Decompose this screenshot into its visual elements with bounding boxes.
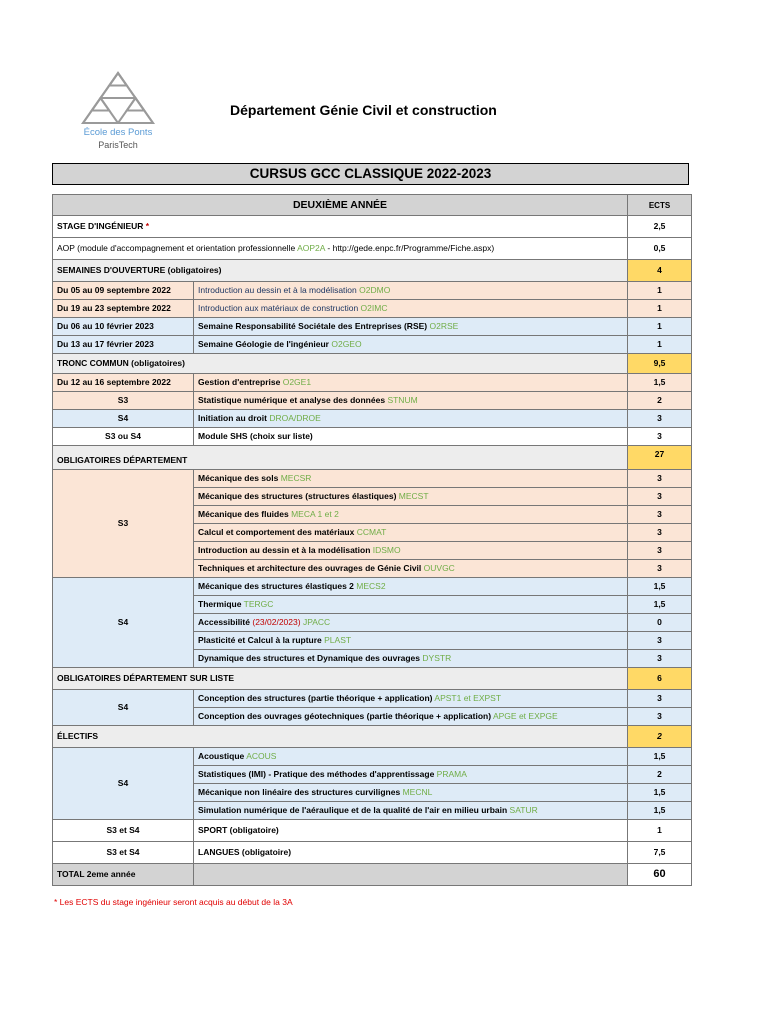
course-ects: 1 bbox=[628, 336, 692, 354]
table-row bbox=[53, 410, 692, 428]
course-semester: S3 et S4 bbox=[53, 820, 194, 842]
table-row bbox=[53, 336, 692, 354]
table-row bbox=[53, 392, 692, 410]
course-ects: 7,5 bbox=[628, 842, 692, 864]
course-ects: 3 bbox=[628, 542, 692, 560]
section-label: OBLIGATOIRES DÉPARTEMENT SUR LISTE bbox=[53, 668, 628, 690]
course-ects: 2 bbox=[628, 392, 692, 410]
course-ects: 3 bbox=[628, 506, 692, 524]
course-ects: 3 bbox=[628, 560, 692, 578]
course-ects: 3 bbox=[628, 428, 692, 446]
course-name: Semaine Géologie de l'ingénieur O2GEO bbox=[194, 336, 628, 354]
section-ects: 2 bbox=[628, 726, 692, 748]
section-tronc-commun bbox=[53, 354, 692, 374]
course-name: Conception des ouvrages géotechniques (partie théorique + application) APGE et EXPGE bbox=[194, 708, 628, 726]
course-name: LANGUES (obligatoire) bbox=[194, 842, 628, 864]
table-row bbox=[53, 428, 692, 446]
section-label: TRONC COMMUN (obligatoires) bbox=[53, 354, 628, 374]
course-semester: S3 ou S4 bbox=[53, 428, 194, 446]
course-date: Du 05 au 09 septembre 2022 bbox=[53, 282, 194, 300]
table-row bbox=[53, 690, 692, 708]
table-row bbox=[53, 282, 692, 300]
course-name: Mécanique des sols MECSR bbox=[194, 470, 628, 488]
section-ects: 27 bbox=[628, 446, 692, 470]
course-ects: 1,5 bbox=[628, 748, 692, 766]
course-ects: 3 bbox=[628, 470, 692, 488]
table-row bbox=[53, 578, 692, 596]
year-header: DEUXIÈME ANNÉE bbox=[53, 195, 628, 216]
section-label: OBLIGATOIRES DÉPARTEMENT bbox=[53, 446, 628, 470]
course-name: Statistique numérique et analyse des données STNUM bbox=[194, 392, 628, 410]
table-row bbox=[53, 748, 692, 766]
course-ects: 3 bbox=[628, 650, 692, 668]
section-ects: 4 bbox=[628, 260, 692, 282]
logo-triangle-icon bbox=[80, 70, 156, 126]
course-name: Conception des structures (partie théorique + application) APST1 et EXPST bbox=[194, 690, 628, 708]
course-name: Initiation au droit DROA/DROE bbox=[194, 410, 628, 428]
course-name: Module SHS (choix sur liste) bbox=[194, 428, 628, 446]
course-ects: 3 bbox=[628, 488, 692, 506]
course-name: Simulation numérique de l'aéraulique et de la qualité de l'air en milieu urbain SATUR bbox=[194, 802, 628, 820]
stage-row bbox=[53, 216, 692, 238]
footnote: * Les ECTS du stage ingénieur seront acquis au début de la 3A bbox=[54, 897, 293, 907]
course-name: Accessibilité (23/02/2023) JPACC bbox=[194, 614, 628, 632]
course-ects: 1,5 bbox=[628, 578, 692, 596]
department-title: Département Génie Civil et construction bbox=[230, 102, 497, 118]
course-date: Du 06 au 10 février 2023 bbox=[53, 318, 194, 336]
course-ects: 1,5 bbox=[628, 784, 692, 802]
aop-ects: 0,5 bbox=[628, 238, 692, 260]
langues-row bbox=[53, 842, 692, 864]
section-electifs bbox=[53, 726, 692, 748]
course-name: Mécanique des structures (structures élastiques) MECST bbox=[194, 488, 628, 506]
course-semester: S4 bbox=[53, 410, 194, 428]
table-row bbox=[53, 300, 692, 318]
section-obligatoires bbox=[53, 446, 692, 470]
course-ects: 1 bbox=[628, 300, 692, 318]
logo-school-subtitle: ParisTech bbox=[98, 140, 138, 150]
section-ects: 9,5 bbox=[628, 354, 692, 374]
stage-ects: 2,5 bbox=[628, 216, 692, 238]
course-ects: 0 bbox=[628, 614, 692, 632]
course-semester: S4 bbox=[53, 578, 194, 668]
table-row bbox=[53, 374, 692, 392]
course-ects: 1,5 bbox=[628, 596, 692, 614]
course-name: Acoustique ACOUS bbox=[194, 748, 628, 766]
course-name: SPORT (obligatoire) bbox=[194, 820, 628, 842]
course-name: Gestion d'entreprise O2GE1 bbox=[194, 374, 628, 392]
course-name: Plasticité et Calcul à la rupture PLAST bbox=[194, 632, 628, 650]
total-row bbox=[53, 864, 692, 886]
curriculum-table bbox=[52, 194, 692, 886]
course-name: Introduction aux matériaux de construction O2IMC bbox=[194, 300, 628, 318]
course-ects: 1,5 bbox=[628, 374, 692, 392]
ects-header: ECTS bbox=[628, 195, 692, 216]
course-ects: 1,5 bbox=[628, 802, 692, 820]
table-header-row bbox=[53, 195, 692, 216]
course-ects: 2 bbox=[628, 766, 692, 784]
cursus-title: CURSUS GCC CLASSIQUE 2022-2023 bbox=[52, 163, 689, 185]
course-semester: S4 bbox=[53, 748, 194, 820]
course-name: Introduction au dessin et à la modélisation IDSMO bbox=[194, 542, 628, 560]
course-ects: 3 bbox=[628, 410, 692, 428]
course-name: Mécanique non linéaire des structures curvilignes MECNL bbox=[194, 784, 628, 802]
course-name: Semaine Responsabilité Sociétale des Entreprises (RSE) O2RSE bbox=[194, 318, 628, 336]
course-ects: 1 bbox=[628, 282, 692, 300]
aop-row bbox=[53, 238, 692, 260]
course-name: Dynamique des structures et Dynamique des ouvrages DYSTR bbox=[194, 650, 628, 668]
course-date: Du 19 au 23 septembre 2022 bbox=[53, 300, 194, 318]
course-name: Techniques et architecture des ouvrages de Génie Civil OUVGC bbox=[194, 560, 628, 578]
school-logo bbox=[78, 70, 158, 154]
course-name: Introduction au dessin et à la modélisation O2DMO bbox=[194, 282, 628, 300]
course-semester: S3 et S4 bbox=[53, 842, 194, 864]
section-ects: 6 bbox=[628, 668, 692, 690]
course-name: Statistiques (IMI) - Pratique des méthodes d'apprentissage PRAMA bbox=[194, 766, 628, 784]
total-label: TOTAL 2eme année bbox=[53, 864, 194, 886]
total-ects: 60 bbox=[628, 864, 692, 886]
total-spacer bbox=[194, 864, 628, 886]
logo-school-name: École des Ponts bbox=[83, 127, 153, 138]
course-date: Du 12 au 16 septembre 2022 bbox=[53, 374, 194, 392]
course-semester: S3 bbox=[53, 392, 194, 410]
sport-row bbox=[53, 820, 692, 842]
table-row bbox=[53, 470, 692, 488]
section-semaines bbox=[53, 260, 692, 282]
section-label: SEMAINES D'OUVERTURE (obligatoires) bbox=[53, 260, 628, 282]
course-ects: 3 bbox=[628, 690, 692, 708]
course-ects: 1 bbox=[628, 318, 692, 336]
course-name: Mécanique des fluides MECA 1 et 2 bbox=[194, 506, 628, 524]
course-ects: 3 bbox=[628, 524, 692, 542]
course-name: Thermique TERGC bbox=[194, 596, 628, 614]
course-name: Calcul et comportement des matériaux CCMAT bbox=[194, 524, 628, 542]
stage-label: STAGE D'INGÉNIEUR * bbox=[53, 216, 628, 238]
course-ects: 3 bbox=[628, 632, 692, 650]
table-row bbox=[53, 318, 692, 336]
course-ects: 1 bbox=[628, 820, 692, 842]
course-semester: S3 bbox=[53, 470, 194, 578]
section-sur-liste bbox=[53, 668, 692, 690]
course-name: Mécanique des structures élastiques 2 MECS2 bbox=[194, 578, 628, 596]
aop-label: AOP (module d'accompagnement et orientation professionnelle AOP2A - http://gede.enpc.fr/Programme/Fiche.aspx) bbox=[53, 238, 628, 260]
section-label: ÉLECTIFS bbox=[53, 726, 628, 748]
course-semester: S4 bbox=[53, 690, 194, 726]
course-date: Du 13 au 17 février 2023 bbox=[53, 336, 194, 354]
course-ects: 3 bbox=[628, 708, 692, 726]
